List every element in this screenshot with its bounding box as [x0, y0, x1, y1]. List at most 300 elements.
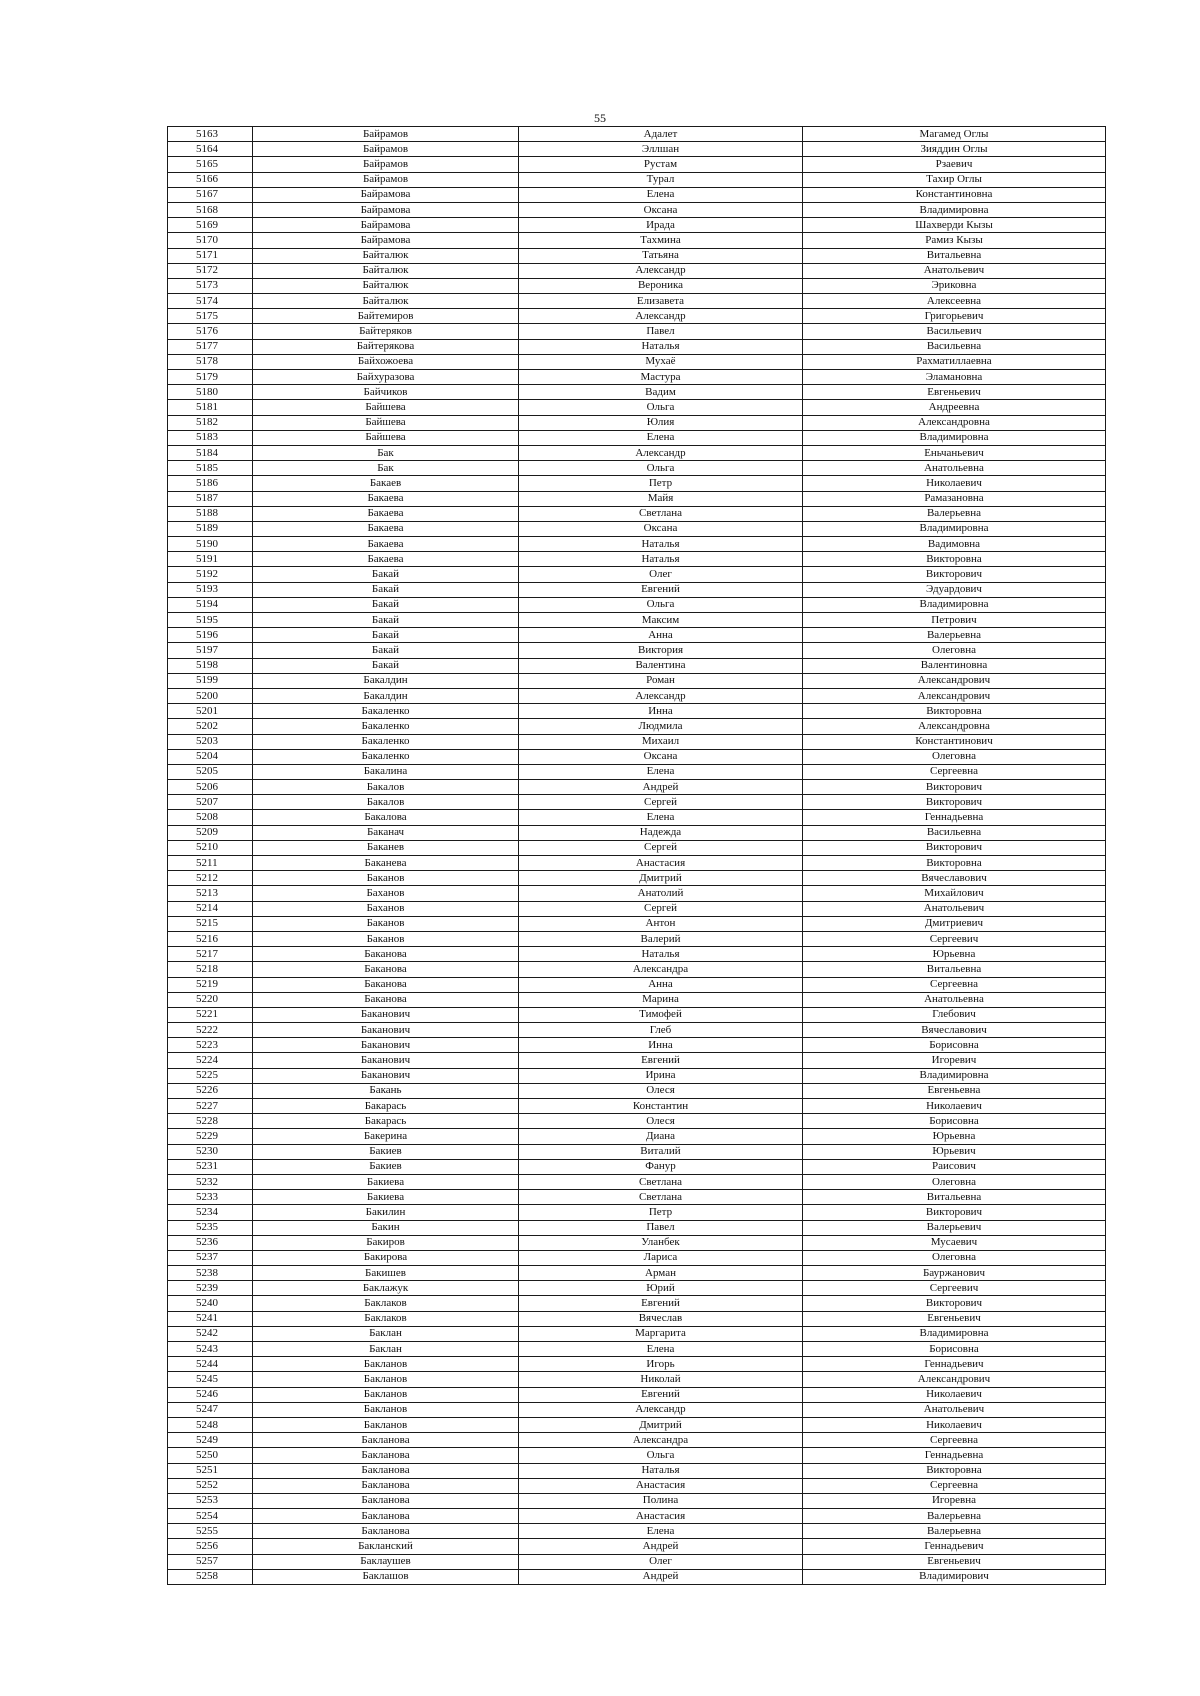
first-name-cell: Инна: [519, 704, 803, 719]
first-name-cell: Сергей: [519, 901, 803, 916]
first-name-cell: Анастасия: [519, 856, 803, 871]
row-number-cell: 5184: [168, 445, 253, 460]
last-name-cell: Бакаев: [253, 476, 519, 491]
first-name-cell: Турал: [519, 172, 803, 187]
middle-name-cell: Олеговна: [803, 643, 1106, 658]
table-row: [168, 430, 1106, 445]
row-number-cell: 5233: [168, 1190, 253, 1205]
table-row: [168, 1235, 1106, 1250]
table-row: [168, 719, 1106, 734]
row-number-cell: 5165: [168, 157, 253, 172]
middle-name-cell: Юрьевна: [803, 1129, 1106, 1144]
middle-name-cell: Зияддин Оглы: [803, 142, 1106, 157]
table-row: [168, 1342, 1106, 1357]
first-name-cell: Арман: [519, 1266, 803, 1281]
table-row: [168, 780, 1106, 795]
table-row: [168, 582, 1106, 597]
row-number-cell: 5243: [168, 1342, 253, 1357]
row-number-cell: 5202: [168, 719, 253, 734]
last-name-cell: Байшева: [253, 430, 519, 445]
row-number-cell: 5192: [168, 567, 253, 582]
first-name-cell: Александр: [519, 1402, 803, 1417]
middle-name-cell: Константиновна: [803, 187, 1106, 202]
middle-name-cell: Анатольевич: [803, 1402, 1106, 1417]
first-name-cell: Анастасия: [519, 1509, 803, 1524]
row-number-cell: 5223: [168, 1038, 253, 1053]
first-name-cell: Майя: [519, 491, 803, 506]
middle-name-cell: Сергеевна: [803, 1433, 1106, 1448]
first-name-cell: Александр: [519, 309, 803, 324]
first-name-cell: Антон: [519, 916, 803, 931]
first-name-cell: Евгений: [519, 1387, 803, 1402]
table-row: [168, 1083, 1106, 1098]
middle-name-cell: Олеговна: [803, 749, 1106, 764]
middle-name-cell: Раисович: [803, 1159, 1106, 1174]
middle-name-cell: Евгеньевич: [803, 385, 1106, 400]
last-name-cell: Бакаленко: [253, 719, 519, 734]
table-row: [168, 1478, 1106, 1493]
last-name-cell: Бакаева: [253, 521, 519, 536]
middle-name-cell: Юрьевич: [803, 1144, 1106, 1159]
table-row: [168, 1023, 1106, 1038]
middle-name-cell: Владимирович: [803, 1569, 1106, 1584]
page-number: 55: [594, 111, 606, 125]
middle-name-cell: Эламановна: [803, 370, 1106, 385]
middle-name-cell: Эриковна: [803, 278, 1106, 293]
first-name-cell: Оксана: [519, 202, 803, 217]
last-name-cell: Бакаева: [253, 506, 519, 521]
first-name-cell: Ирада: [519, 218, 803, 233]
last-name-cell: Бакиев: [253, 1159, 519, 1174]
row-number-cell: 5209: [168, 825, 253, 840]
table-row: [168, 233, 1106, 248]
table-row: [168, 127, 1106, 142]
first-name-cell: Елена: [519, 1524, 803, 1539]
middle-name-cell: Валерьевна: [803, 628, 1106, 643]
middle-name-cell: Вадимовна: [803, 537, 1106, 552]
table-row: [168, 810, 1106, 825]
last-name-cell: Баканова: [253, 977, 519, 992]
last-name-cell: Бакланова: [253, 1493, 519, 1508]
table-row: [168, 324, 1106, 339]
middle-name-cell: Рахматиллаевна: [803, 354, 1106, 369]
last-name-cell: Бакланов: [253, 1387, 519, 1402]
last-name-cell: Баканова: [253, 962, 519, 977]
table-row: [168, 1114, 1106, 1129]
last-name-cell: Баклашов: [253, 1569, 519, 1584]
row-number-cell: 5239: [168, 1281, 253, 1296]
row-number-cell: 5211: [168, 856, 253, 871]
last-name-cell: Байрамов: [253, 142, 519, 157]
last-name-cell: Бакай: [253, 643, 519, 658]
row-number-cell: 5180: [168, 385, 253, 400]
row-number-cell: 5173: [168, 278, 253, 293]
middle-name-cell: Сергеевна: [803, 764, 1106, 779]
first-name-cell: Мастура: [519, 370, 803, 385]
first-name-cell: Ирина: [519, 1068, 803, 1083]
last-name-cell: Баканович: [253, 1007, 519, 1022]
row-number-cell: 5222: [168, 1023, 253, 1038]
row-number-cell: 5182: [168, 415, 253, 430]
table-row: [168, 886, 1106, 901]
middle-name-cell: Викторовна: [803, 856, 1106, 871]
middle-name-cell: Викторович: [803, 1205, 1106, 1220]
row-number-cell: 5177: [168, 339, 253, 354]
row-number-cell: 5189: [168, 521, 253, 536]
row-number-cell: 5246: [168, 1387, 253, 1402]
row-number-cell: 5226: [168, 1083, 253, 1098]
first-name-cell: Ольга: [519, 1448, 803, 1463]
table-row: [168, 1569, 1106, 1584]
first-name-cell: Виктория: [519, 643, 803, 658]
last-name-cell: Бакаленко: [253, 704, 519, 719]
last-name-cell: Байталюк: [253, 294, 519, 309]
last-name-cell: Бакланов: [253, 1417, 519, 1432]
row-number-cell: 5196: [168, 628, 253, 643]
row-number-cell: 5229: [168, 1129, 253, 1144]
last-name-cell: Байталюк: [253, 278, 519, 293]
table-row: [168, 385, 1106, 400]
middle-name-cell: Валентиновна: [803, 658, 1106, 673]
row-number-cell: 5237: [168, 1250, 253, 1265]
last-name-cell: Байшева: [253, 400, 519, 415]
table-row: [168, 476, 1106, 491]
row-number-cell: 5198: [168, 658, 253, 673]
first-name-cell: Олеся: [519, 1083, 803, 1098]
middle-name-cell: Владимировна: [803, 1068, 1106, 1083]
first-name-cell: Диана: [519, 1129, 803, 1144]
row-number-cell: 5234: [168, 1205, 253, 1220]
first-name-cell: Глеб: [519, 1023, 803, 1038]
row-number-cell: 5208: [168, 810, 253, 825]
table-row: [168, 613, 1106, 628]
middle-name-cell: Андреевна: [803, 400, 1106, 415]
last-name-cell: Бакиров: [253, 1235, 519, 1250]
middle-name-cell: Константинович: [803, 734, 1106, 749]
table-row: [168, 597, 1106, 612]
table-row: [168, 1296, 1106, 1311]
last-name-cell: Баклан: [253, 1326, 519, 1341]
row-number-cell: 5174: [168, 294, 253, 309]
first-name-cell: Дмитрий: [519, 1417, 803, 1432]
table-row: [168, 309, 1106, 324]
row-number-cell: 5245: [168, 1372, 253, 1387]
row-number-cell: 5216: [168, 931, 253, 946]
middle-name-cell: Евгеньевна: [803, 1083, 1106, 1098]
first-name-cell: Уланбек: [519, 1235, 803, 1250]
middle-name-cell: Викторовна: [803, 704, 1106, 719]
first-name-cell: Надежда: [519, 825, 803, 840]
middle-name-cell: Владимировна: [803, 597, 1106, 612]
row-number-cell: 5175: [168, 309, 253, 324]
table-row: [168, 339, 1106, 354]
first-name-cell: Олег: [519, 1554, 803, 1569]
first-name-cell: Павел: [519, 1220, 803, 1235]
table-row: [168, 673, 1106, 688]
last-name-cell: Бакланов: [253, 1357, 519, 1372]
first-name-cell: Александр: [519, 445, 803, 460]
last-name-cell: Бакай: [253, 613, 519, 628]
row-number-cell: 5227: [168, 1099, 253, 1114]
table-row: [168, 1448, 1106, 1463]
row-number-cell: 5201: [168, 704, 253, 719]
row-number-cell: 5248: [168, 1417, 253, 1432]
first-name-cell: Тахмина: [519, 233, 803, 248]
row-number-cell: 5251: [168, 1463, 253, 1478]
table-row: [168, 142, 1106, 157]
first-name-cell: Ольга: [519, 461, 803, 476]
first-name-cell: Оксана: [519, 749, 803, 764]
table-row: [168, 187, 1106, 202]
first-name-cell: Ольга: [519, 400, 803, 415]
table-row: [168, 931, 1106, 946]
middle-name-cell: Викторович: [803, 1296, 1106, 1311]
middle-name-cell: Александровна: [803, 719, 1106, 734]
middle-name-cell: Рамиз Кызы: [803, 233, 1106, 248]
row-number-cell: 5253: [168, 1493, 253, 1508]
table-row: [168, 1387, 1106, 1402]
row-number-cell: 5236: [168, 1235, 253, 1250]
row-number-cell: 5235: [168, 1220, 253, 1235]
row-number-cell: 5241: [168, 1311, 253, 1326]
last-name-cell: Баклаушев: [253, 1554, 519, 1569]
first-name-cell: Сергей: [519, 840, 803, 855]
row-number-cell: 5244: [168, 1357, 253, 1372]
first-name-cell: Евгений: [519, 582, 803, 597]
table-row: [168, 628, 1106, 643]
first-name-cell: Наталья: [519, 339, 803, 354]
row-number-cell: 5176: [168, 324, 253, 339]
row-number-cell: 5166: [168, 172, 253, 187]
last-name-cell: Байрамова: [253, 233, 519, 248]
last-name-cell: Байтерякова: [253, 339, 519, 354]
table-row: [168, 1266, 1106, 1281]
first-name-cell: Елена: [519, 810, 803, 825]
first-name-cell: Елена: [519, 764, 803, 779]
first-name-cell: Игорь: [519, 1357, 803, 1372]
first-name-cell: Максим: [519, 613, 803, 628]
first-name-cell: Роман: [519, 673, 803, 688]
first-name-cell: Константин: [519, 1099, 803, 1114]
last-name-cell: Байрамов: [253, 157, 519, 172]
last-name-cell: Бакай: [253, 582, 519, 597]
row-number-cell: 5205: [168, 764, 253, 779]
middle-name-cell: Валерьевна: [803, 506, 1106, 521]
row-number-cell: 5231: [168, 1159, 253, 1174]
row-number-cell: 5164: [168, 142, 253, 157]
first-name-cell: Светлана: [519, 1174, 803, 1189]
middle-name-cell: Магамед Оглы: [803, 127, 1106, 142]
middle-name-cell: Александрович: [803, 1372, 1106, 1387]
table-row: [168, 856, 1106, 871]
table-row: [168, 1099, 1106, 1114]
table-row: [168, 506, 1106, 521]
last-name-cell: Байрамов: [253, 172, 519, 187]
row-number-cell: 5212: [168, 871, 253, 886]
last-name-cell: Бакаленко: [253, 749, 519, 764]
first-name-cell: Юлия: [519, 415, 803, 430]
row-number-cell: 5224: [168, 1053, 253, 1068]
last-name-cell: Байрамов: [253, 127, 519, 142]
table-row: [168, 764, 1106, 779]
first-name-cell: Маргарита: [519, 1326, 803, 1341]
table-row: [168, 825, 1106, 840]
first-name-cell: Александр: [519, 263, 803, 278]
first-name-cell: Михаил: [519, 734, 803, 749]
first-name-cell: Татьяна: [519, 248, 803, 263]
first-name-cell: Оксана: [519, 521, 803, 536]
last-name-cell: Байхуразова: [253, 370, 519, 385]
table-row: [168, 248, 1106, 263]
table-row: [168, 1068, 1106, 1083]
row-number-cell: 5232: [168, 1174, 253, 1189]
last-name-cell: Баканович: [253, 1038, 519, 1053]
middle-name-cell: Юрьевна: [803, 947, 1106, 962]
row-number-cell: 5254: [168, 1509, 253, 1524]
middle-name-cell: Владимировна: [803, 1326, 1106, 1341]
row-number-cell: 5206: [168, 780, 253, 795]
middle-name-cell: Валерьевна: [803, 1524, 1106, 1539]
first-name-cell: Юрий: [519, 1281, 803, 1296]
last-name-cell: Бакалов: [253, 795, 519, 810]
table-row: [168, 537, 1106, 552]
last-name-cell: Бакерина: [253, 1129, 519, 1144]
last-name-cell: Бакин: [253, 1220, 519, 1235]
row-number-cell: 5190: [168, 537, 253, 552]
last-name-cell: Бакланова: [253, 1463, 519, 1478]
first-name-cell: Людмила: [519, 719, 803, 734]
middle-name-cell: Викторович: [803, 567, 1106, 582]
first-name-cell: Андрей: [519, 780, 803, 795]
table-row: [168, 795, 1106, 810]
table-row: [168, 1493, 1106, 1508]
middle-name-cell: Еньчаньевич: [803, 445, 1106, 460]
last-name-cell: Бакалдин: [253, 673, 519, 688]
table-row: [168, 688, 1106, 703]
row-number-cell: 5220: [168, 992, 253, 1007]
middle-name-cell: Борисовна: [803, 1342, 1106, 1357]
middle-name-cell: Дмитриевич: [803, 916, 1106, 931]
first-name-cell: Андрей: [519, 1569, 803, 1584]
middle-name-cell: Васильевна: [803, 825, 1106, 840]
table-row: [168, 1174, 1106, 1189]
row-number-cell: 5178: [168, 354, 253, 369]
last-name-cell: Баханов: [253, 901, 519, 916]
first-name-cell: Евгений: [519, 1296, 803, 1311]
middle-name-cell: Владимировна: [803, 521, 1106, 536]
row-number-cell: 5203: [168, 734, 253, 749]
table-row: [168, 1463, 1106, 1478]
row-number-cell: 5199: [168, 673, 253, 688]
row-number-cell: 5249: [168, 1433, 253, 1448]
row-number-cell: 5219: [168, 977, 253, 992]
table-row: [168, 1038, 1106, 1053]
row-number-cell: 5252: [168, 1478, 253, 1493]
table-row: [168, 977, 1106, 992]
middle-name-cell: Тахир Оглы: [803, 172, 1106, 187]
first-name-cell: Вячеслав: [519, 1311, 803, 1326]
row-number-cell: 5228: [168, 1114, 253, 1129]
last-name-cell: Бакалдин: [253, 688, 519, 703]
row-number-cell: 5168: [168, 202, 253, 217]
table-row: [168, 172, 1106, 187]
first-name-cell: Полина: [519, 1493, 803, 1508]
last-name-cell: Байчиков: [253, 385, 519, 400]
row-number-cell: 5193: [168, 582, 253, 597]
table-row: [168, 491, 1106, 506]
middle-name-cell: Игоревич: [803, 1053, 1106, 1068]
first-name-cell: Мухаё: [519, 354, 803, 369]
middle-name-cell: Николаевич: [803, 1387, 1106, 1402]
last-name-cell: Баклаков: [253, 1296, 519, 1311]
middle-name-cell: Сергеевна: [803, 1478, 1106, 1493]
last-name-cell: Баканев: [253, 840, 519, 855]
first-name-cell: Тимофей: [519, 1007, 803, 1022]
middle-name-cell: Анатольевна: [803, 992, 1106, 1007]
middle-name-cell: Борисовна: [803, 1114, 1106, 1129]
table-row: [168, 1053, 1106, 1068]
registry-body: [168, 127, 1106, 1585]
middle-name-cell: Николаевич: [803, 476, 1106, 491]
first-name-cell: Виталий: [519, 1144, 803, 1159]
last-name-cell: Бакиева: [253, 1190, 519, 1205]
last-name-cell: Бакаева: [253, 537, 519, 552]
middle-name-cell: Васильевич: [803, 324, 1106, 339]
middle-name-cell: Рамазановна: [803, 491, 1106, 506]
table-row: [168, 1159, 1106, 1174]
last-name-cell: Бакалова: [253, 810, 519, 825]
first-name-cell: Марина: [519, 992, 803, 1007]
table-row: [168, 1250, 1106, 1265]
middle-name-cell: Олеговна: [803, 1174, 1106, 1189]
row-number-cell: 5240: [168, 1296, 253, 1311]
table-row: [168, 202, 1106, 217]
table-row: [168, 445, 1106, 460]
first-name-cell: Анатолий: [519, 886, 803, 901]
middle-name-cell: Шахверди Кызы: [803, 218, 1106, 233]
table-row: [168, 1311, 1106, 1326]
first-name-cell: Рустам: [519, 157, 803, 172]
table-row: [168, 400, 1106, 415]
row-number-cell: 5210: [168, 840, 253, 855]
table-row: [168, 354, 1106, 369]
last-name-cell: Байталюк: [253, 248, 519, 263]
first-name-cell: Светлана: [519, 506, 803, 521]
table-row: [168, 704, 1106, 719]
first-name-cell: Олег: [519, 567, 803, 582]
last-name-cell: Байталюк: [253, 263, 519, 278]
table-row: [168, 263, 1106, 278]
table-row: [168, 901, 1106, 916]
last-name-cell: Баканева: [253, 856, 519, 871]
row-number-cell: 5167: [168, 187, 253, 202]
row-number-cell: 5179: [168, 370, 253, 385]
middle-name-cell: Олеговна: [803, 1250, 1106, 1265]
last-name-cell: Бак: [253, 445, 519, 460]
row-number-cell: 5218: [168, 962, 253, 977]
table-row: [168, 1190, 1106, 1205]
last-name-cell: Баханов: [253, 886, 519, 901]
last-name-cell: Байшева: [253, 415, 519, 430]
middle-name-cell: Викторович: [803, 795, 1106, 810]
table-row: [168, 1372, 1106, 1387]
last-name-cell: Бакаева: [253, 491, 519, 506]
table-row: [168, 1220, 1106, 1235]
middle-name-cell: Алексеевна: [803, 294, 1106, 309]
middle-name-cell: Анатольевич: [803, 263, 1106, 278]
last-name-cell: Байрамова: [253, 218, 519, 233]
first-name-cell: Елена: [519, 430, 803, 445]
